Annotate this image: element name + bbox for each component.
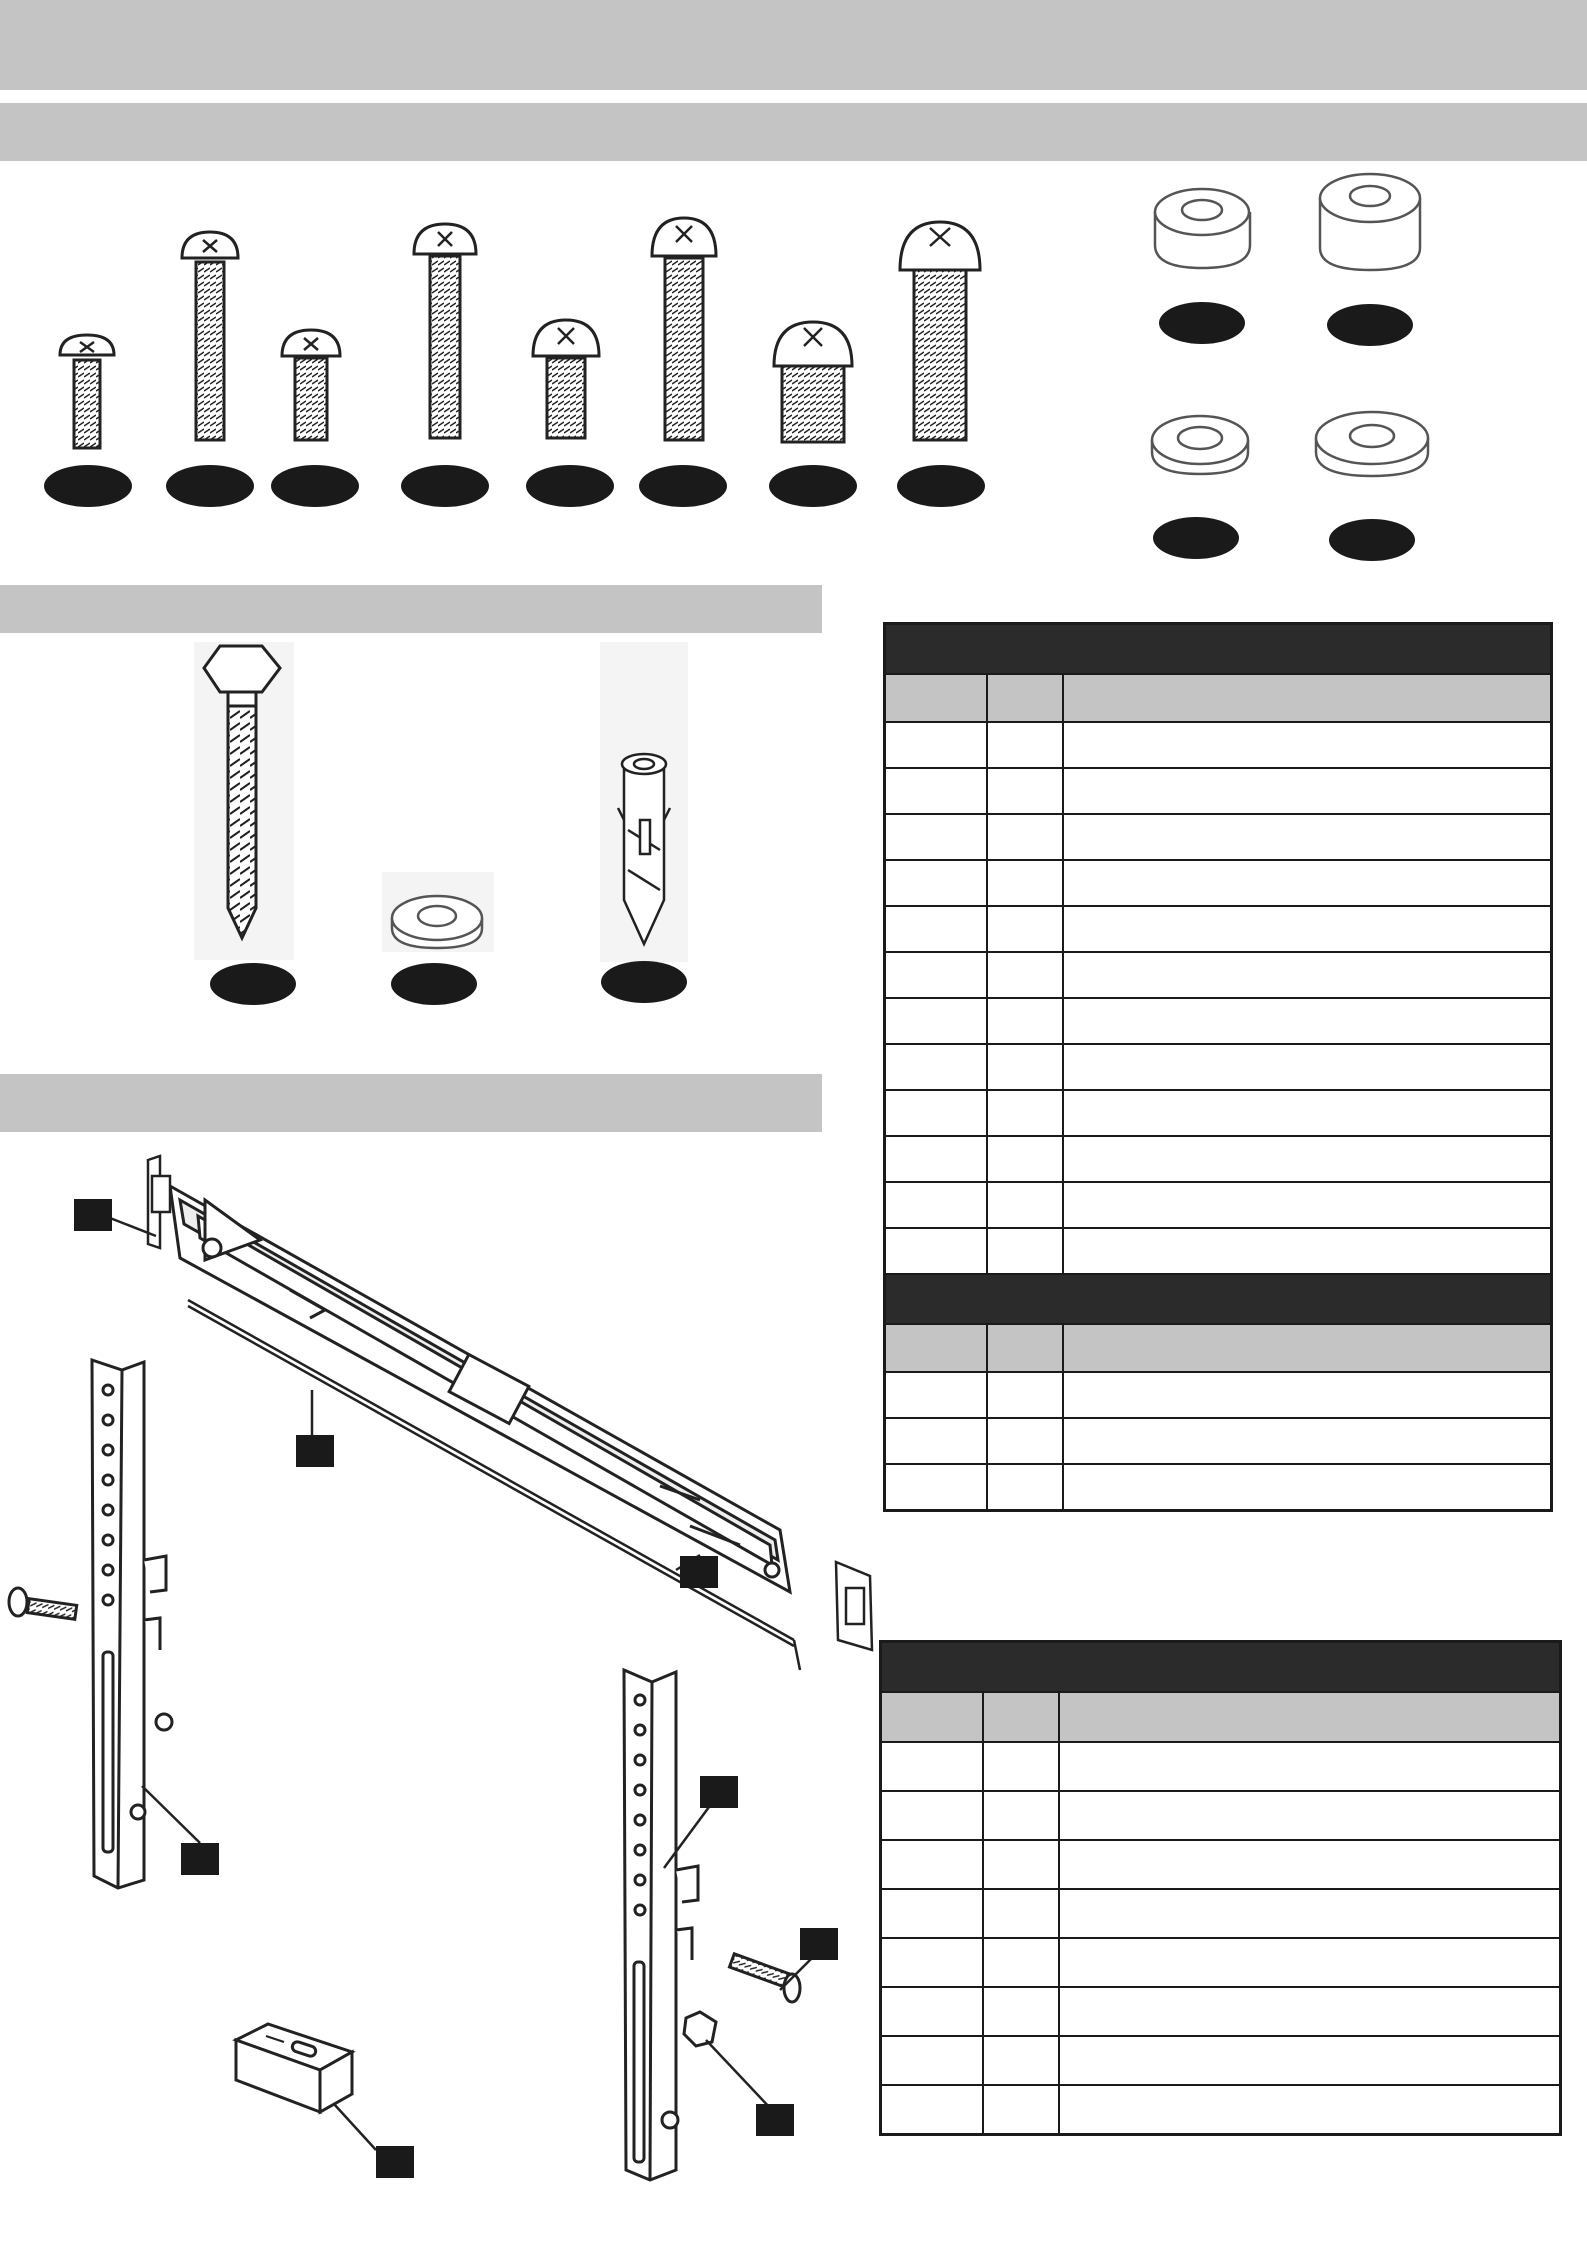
table-row [881,1889,1561,1938]
table-row [881,2036,1561,2085]
table-cell [1063,768,1552,814]
wall-plate-icon [170,1186,790,1592]
table-cell [987,1372,1063,1418]
table-cell [885,1090,988,1136]
hardware-table-header [885,674,1552,722]
table-cell [885,1044,988,1090]
hardware-subtable-title-row [885,1274,1552,1324]
table-row [885,768,1552,814]
lag-washer-icon [382,872,494,952]
header-cell [1063,1324,1552,1372]
hardware-subtable-header [885,1324,1552,1372]
table-cell [1063,1372,1552,1418]
screw-icon [533,320,599,438]
table-cell [1059,2036,1561,2085]
parts-table-title [881,1642,1561,1693]
table-cell [1063,906,1552,952]
table-cell [1063,1182,1552,1228]
vertical-bracket-icon [92,1360,172,1888]
table-row [885,1372,1552,1418]
long-bolt-icon [9,1588,77,1619]
table-row [885,1464,1552,1511]
table-cell [881,1889,984,1938]
table-row [881,1987,1561,2036]
table-cell [885,722,988,768]
table-row [885,1044,1552,1090]
screw-icon [282,330,340,440]
table-cell [881,1938,984,1987]
screw-icon [60,335,114,448]
table-cell [983,1742,1059,1791]
table-cell [1063,860,1552,906]
table-cell [983,1987,1059,2036]
table-row [885,722,1552,768]
table-row [881,1742,1561,1791]
level-block-icon [236,2024,352,2112]
table-row [885,906,1552,952]
table-cell [987,998,1063,1044]
table-cell [987,1464,1063,1511]
lag-bolt-icon [194,642,294,960]
screw-icon [414,224,476,438]
table-cell [987,1044,1063,1090]
table-row [885,814,1552,860]
table-cell [1059,1889,1561,1938]
table-row [881,1938,1561,1987]
table-cell [885,1182,988,1228]
table-cell [987,1228,1063,1274]
knob-icon [684,2012,716,2046]
table-cell [987,860,1063,906]
table-cell [983,1791,1059,1840]
header-cell [1059,1692,1561,1742]
washer-icon [1152,416,1248,474]
header-cell [1063,674,1552,722]
table-cell [881,2085,984,2134]
table-row [885,860,1552,906]
table-cell [1059,1938,1561,1987]
hardware-table-title-row [885,624,1552,675]
table-cell [1059,1791,1561,1840]
hardware-table-title [885,624,1552,675]
table-cell [885,998,988,1044]
table-cell [885,860,988,906]
screw-label-badges [44,465,985,507]
table-cell [881,1742,984,1791]
table-cell [885,1418,988,1464]
screw-icon [774,322,852,442]
table-cell [1063,1090,1552,1136]
table-cell [1063,1044,1552,1090]
table-cell [987,952,1063,998]
parts-table [879,1640,1562,2136]
table-cell [983,2036,1059,2085]
table-cell [987,1182,1063,1228]
end-cap-icon [836,1562,872,1650]
screw-icon [652,218,716,440]
table-row [885,1418,1552,1464]
table-cell [885,814,988,860]
table-row [881,1840,1561,1889]
table-cell [1063,1418,1552,1464]
table-cell [885,952,988,998]
table-row [885,1228,1552,1274]
table-cell [983,1840,1059,1889]
table-row [885,1090,1552,1136]
header-cell [885,674,988,722]
table-cell [1059,1840,1561,1889]
table-cell [1063,1228,1552,1274]
table-cell [881,1791,984,1840]
table-cell [885,1228,988,1274]
header-cell [983,1692,1059,1742]
table-cell [885,1372,988,1418]
screw-icon [182,232,238,440]
table-cell [1063,1464,1552,1511]
table-cell [885,1464,988,1511]
table-cell [881,1987,984,2036]
tension-rod-icon [188,1300,800,1670]
table-cell [1059,1742,1561,1791]
table-cell [983,2085,1059,2134]
table-cell [881,2036,984,2085]
table-cell [881,1840,984,1889]
table-row [885,952,1552,998]
spacer-icon [1320,174,1420,270]
table-cell [987,1090,1063,1136]
table-cell [1063,722,1552,768]
table-cell [1059,1987,1561,2036]
header-cell [987,674,1063,722]
header-cell [885,1324,988,1372]
screw-icon [900,222,980,440]
table-cell [983,1889,1059,1938]
table-row [885,998,1552,1044]
table-cell [987,1136,1063,1182]
table-cell [987,1418,1063,1464]
hardware-table [883,622,1553,1512]
parts-table-header [881,1692,1561,1742]
table-row [881,1791,1561,1840]
table-cell [987,722,1063,768]
table-cell [1059,2085,1561,2134]
table-cell [983,1938,1059,1987]
wall-hardware-badges [210,961,687,1005]
table-cell [1063,952,1552,998]
table-row [881,2085,1561,2134]
table-cell [987,768,1063,814]
header-cell [881,1692,984,1742]
hardware-subtable-title [885,1274,1552,1324]
table-cell [987,906,1063,952]
long-bolt-icon [729,1954,800,2002]
table-cell [1063,814,1552,860]
table-cell [885,906,988,952]
table-cell [885,768,988,814]
header-cell [987,1324,1063,1372]
parts-table-title-row [881,1642,1561,1693]
table-cell [885,1136,988,1182]
wall-anchor-icon [600,642,688,962]
table-cell [1063,1136,1552,1182]
vertical-bracket-icon [624,1670,698,2180]
table-cell [987,814,1063,860]
washer-icon [1316,412,1428,476]
spacer-icon [1155,189,1250,268]
table-row [885,1182,1552,1228]
table-cell [1063,998,1552,1044]
table-row [885,1136,1552,1182]
